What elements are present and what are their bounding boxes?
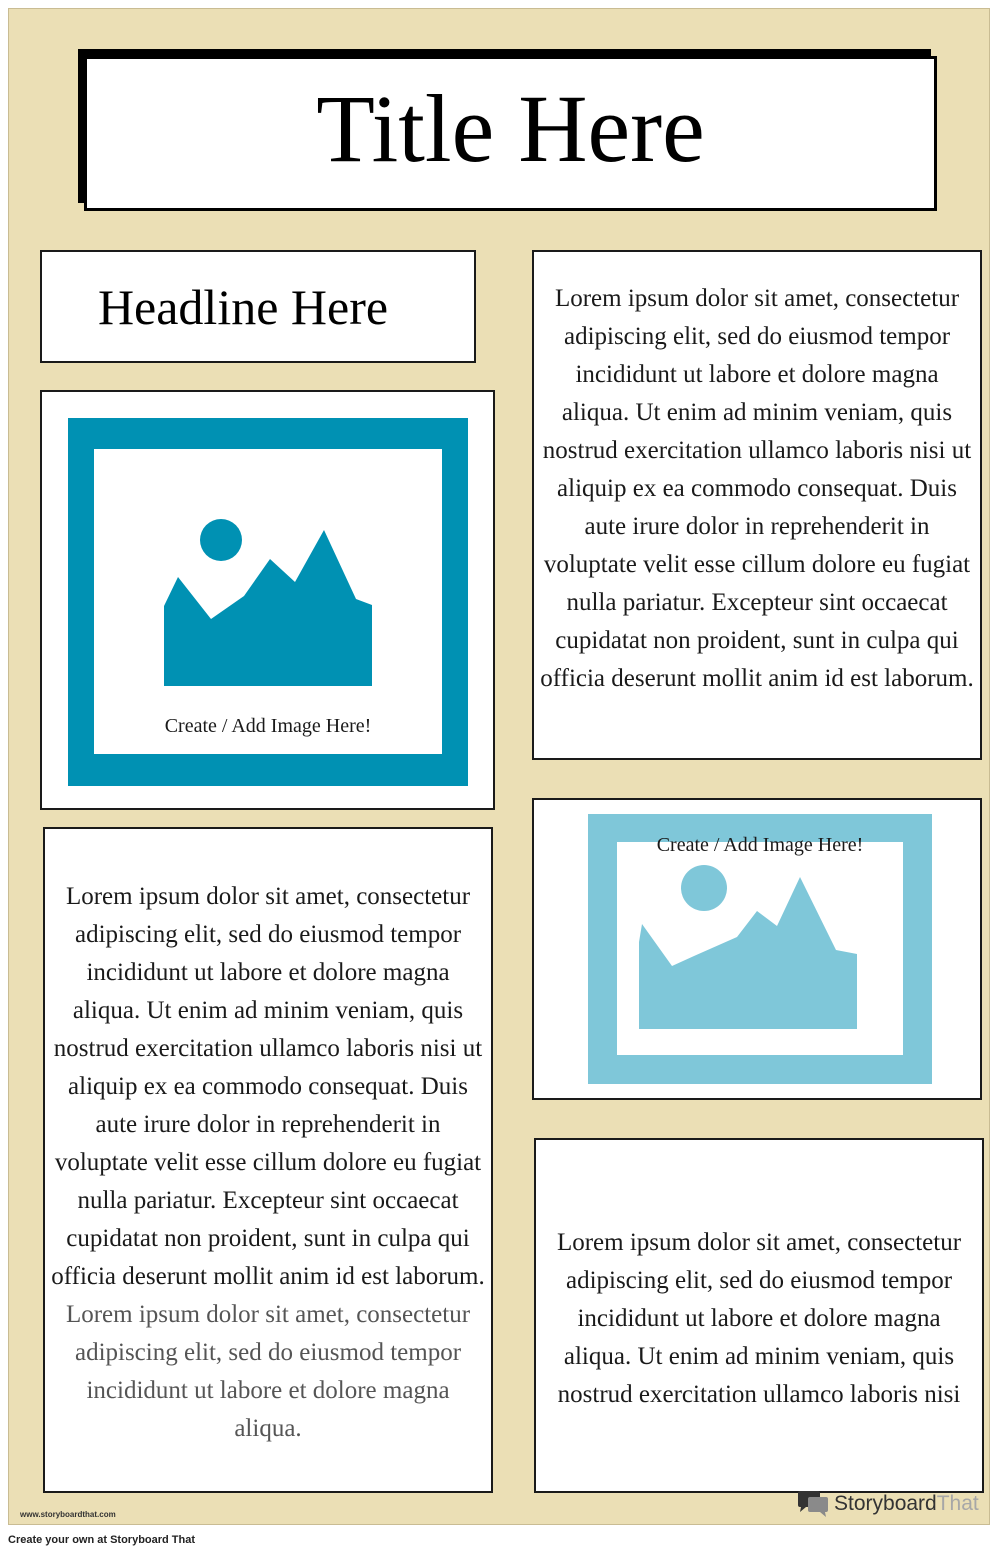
- image-frame: [588, 814, 932, 1084]
- storyboard-that-logo[interactable]: [796, 1489, 979, 1519]
- paragraph-left-extra: Lorem ipsum dolor sit amet, consectetur adipiscing elit, sed do eiusmod tempor incididunt ut labore et dolore magna aliqua.: [65, 1301, 471, 1442]
- image-frame-inner: [617, 834, 903, 1055]
- image-box-right: [532, 798, 982, 1100]
- paragraph-bottom-right: Lorem ipsum dolor sit amet, consectetur adipiscing elit, sed do eiusmod tempor incididunt ut labore et dolore magna aliqua. Ut enim ad minim veniam, quis nostrud exercitation ullamco laboris nisi: [556, 1229, 962, 1408]
- text-box-left: [43, 827, 493, 1493]
- paragraph-top-right: Lorem ipsum dolor sit amet, consectetur adipiscing elit, sed do eiusmod tempor incididunt ut labore et dolore magna aliqua. Ut enim ad minim veniam, quis nostrud exercitation ullamco laboris nisi ut aliquip ex ea commodo consequat. Duis aute irure dolor in reprehenderit in voluptate velit esse cillum dolore eu fugiat nulla pariatur. Excepteur sint occaecat cupidatat non proident, sunt in culpa qui officia deserunt mollit anim id est laborum.: [540, 285, 974, 692]
- poster-canvas: [8, 8, 990, 1525]
- paragraph-left-main: Lorem ipsum dolor sit amet, consectetur adipiscing elit, sed do eiusmod tempor incididunt ut labore et dolore magna aliqua. Ut enim ad minim veniam, quis nostrud exercitation ullamco laboris nisi ut aliquip ex ea commodo consequat. Duis aute irure dolor in reprehenderit in voluptate velit esse cillum dolore eu fugiat nulla pariatur. Excepteur sint occaecat cupidatat non proident, sunt in culpa qui officia deserunt mollit anim id est laborum.: [51, 883, 485, 1290]
- speech-bubbles-icon: [796, 1490, 830, 1518]
- image-caption: Create / Add Image Here!: [656, 834, 864, 856]
- image-frame-inner: [94, 449, 442, 754]
- logo-that-text: That: [936, 1492, 979, 1515]
- watermark-url: www.storyboardthat.com: [20, 1510, 116, 1519]
- paragraph-left: [51, 878, 485, 1448]
- title-box: [84, 56, 937, 211]
- image-box-left: [40, 390, 495, 810]
- logo-story-text: Storyboard: [834, 1492, 937, 1515]
- image-frame: [68, 418, 468, 786]
- text-box-top-right: [532, 250, 982, 760]
- text-box-bottom-right: [534, 1138, 984, 1493]
- image-caption: Create / Add Image Here!: [164, 715, 372, 737]
- footer-link[interactable]: Create your own at Storyboard That: [8, 1534, 196, 1546]
- headline: Headline Here: [97, 278, 389, 335]
- image-placeholder-icon: [617, 842, 903, 1055]
- image-placeholder-icon: [94, 449, 442, 754]
- page-title: Title Here: [316, 74, 705, 182]
- headline-box: [40, 250, 476, 363]
